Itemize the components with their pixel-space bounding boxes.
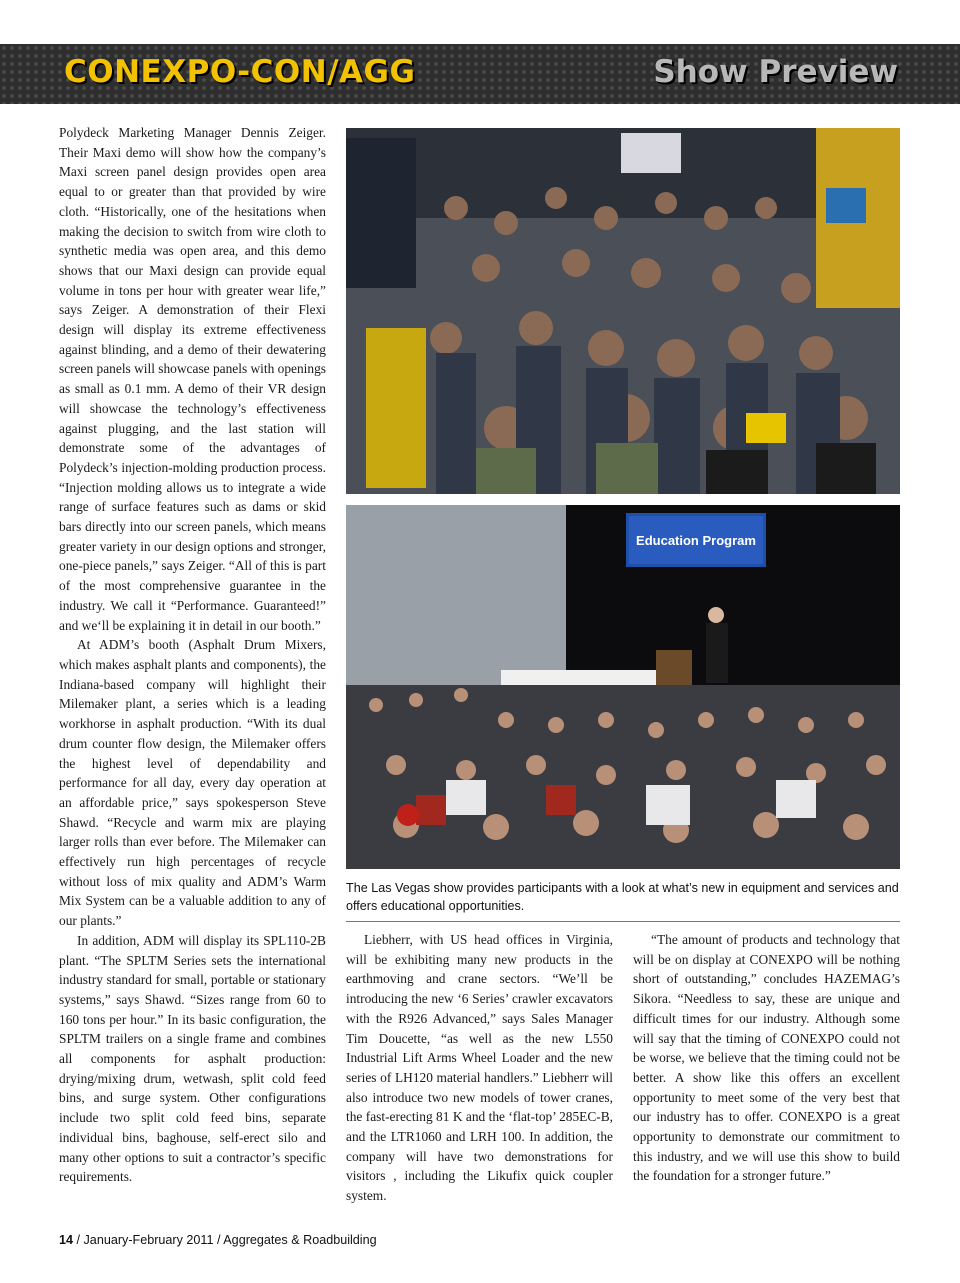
- paragraph: At ADM’s booth (Asphalt Drum Mixers, which makes asphalt plants and components), the Indiana-based company will highlight their Milemaker plant, a series which is a leading workhorse in asphalt production. “With its dual drum counter flow design, the Milemaker offers the highest level of dependability and performance for all day, every day operation at an affordable price,” says spokesperson Steve Shawd. “Recycle and warm mix are playing larger rolls than ever before. The Milemaker can effectively run high percentages of recycle without loss of mix quality and ADM’s Warm Mix System can be a valuable addition to any of our plants.”: [59, 637, 326, 929]
- section-subtitle: Show Preview: [653, 54, 898, 90]
- publication-info: / January-February 2011 / Aggregates & Roadbuilding: [73, 1233, 377, 1247]
- article-column-2: [346, 930, 613, 1206]
- crowd-photo: [346, 128, 900, 494]
- article-column-1: [59, 123, 326, 1187]
- paragraph: “The amount of products and technology that will be on display at CONEXPO will be nothing short of outstanding,” concludes HAZEMAG’s Sikora. “Needless to say, these are unique and difficult times for our industry. Although some will say that the timing of CONEXPO could not be worse, we believe that the timing could not be better. A show like this offers an excellent opportunity to meet some of the very best that our industry has to offer. CONEXPO is a great opportunity to demonstrate our commitment to this industry, and we will use this show to build the foundation for a stronger future.”: [633, 932, 900, 1184]
- page-number: 14: [59, 1233, 74, 1247]
- education-photo: [346, 505, 900, 869]
- education-photo-illustration: [346, 505, 900, 869]
- page-footer: [59, 1233, 377, 1247]
- article-column-3: [633, 930, 900, 1186]
- photo-caption: The Las Vegas show provides participants with a look at what’s new in equipment and services and offers educational opportunities.: [346, 881, 899, 913]
- header-banner: [0, 44, 960, 104]
- booth-sign: Education Program: [636, 533, 756, 548]
- section-title: CONEXPO-CON/AGG: [64, 54, 416, 90]
- crowd-photo-illustration: [346, 128, 900, 494]
- paragraph: Liebherr, with US head offices in Virginia, will be exhibiting many new products in the earthmoving and crane sectors. “We’ll be introducing the new ‘6 Series’ crawler excavators with the R926 Advanced,” says Sales Manager Tim Doucette, “as well as the new L550 Industrial Lift Arms Wheel Loader and the new series of LH120 material handlers.” Liebherr will also introduce two new models of tower cranes, the fast-erecting 81 K and the ‘flat-top’ 285EC-B, and the LTR1060 and LRH 100. In addition, the company will have two demonstrations for visitors , including the Likufix quick coupler system.: [346, 932, 613, 1204]
- paragraph: In addition, ADM will display its SPL110-2B plant. “The SPLTM Series sets the international industry standard for small, portable or stationary systems,” says Shawd. “Sizes range from 60 to 160 tons per hour.” In its basic configuration, the SPLTM trailers on a single frame and combines all components for asphalt production: drying/mixing drum, wetwash, split cold feed bins, and surge system. Other configurations include two split cold feed bins, separate individual bins, baghouse, self-erect silo and many other options to suit a contractor’s specific requirements.: [59, 932, 326, 1185]
- paragraph: Polydeck Marketing Manager Dennis Zeiger. Their Maxi demo will show how the company’s Maxi screen panel design provides open area equal to or greater than that provided by wire cloth. “Historically, one of the hesitations when making the decision to switch from wire cloth to synthetic media was open area, and this demo shows that our Maxi design can provide equal volume in tons per hour with greater wear life,” says Zeiger. A demonstration of their Flexi design will display its extreme effectiveness against blinding, and a demo of their dewatering screen panels will showcase panels with openings as small as 0.1 mm. A demo of their VR design will showcase the technology’s effectiveness against plugging, and the last station will demonstrate some of the advantages of Polydeck’s injection-molding production process. “Injection molding allows us to integrate a wide range of surface features such as dams or skid bars directly into our screen panels, which means greater variety in our design options and stronger, one-piece panels,” says Zeiger. “All of this is part of the most comprehensive guarantee in the industry. We call it “Performance. Guaranteed!” and we‘ll be explaining it in detail in our booth.”: [59, 125, 327, 633]
- caption-divider: [346, 921, 900, 922]
